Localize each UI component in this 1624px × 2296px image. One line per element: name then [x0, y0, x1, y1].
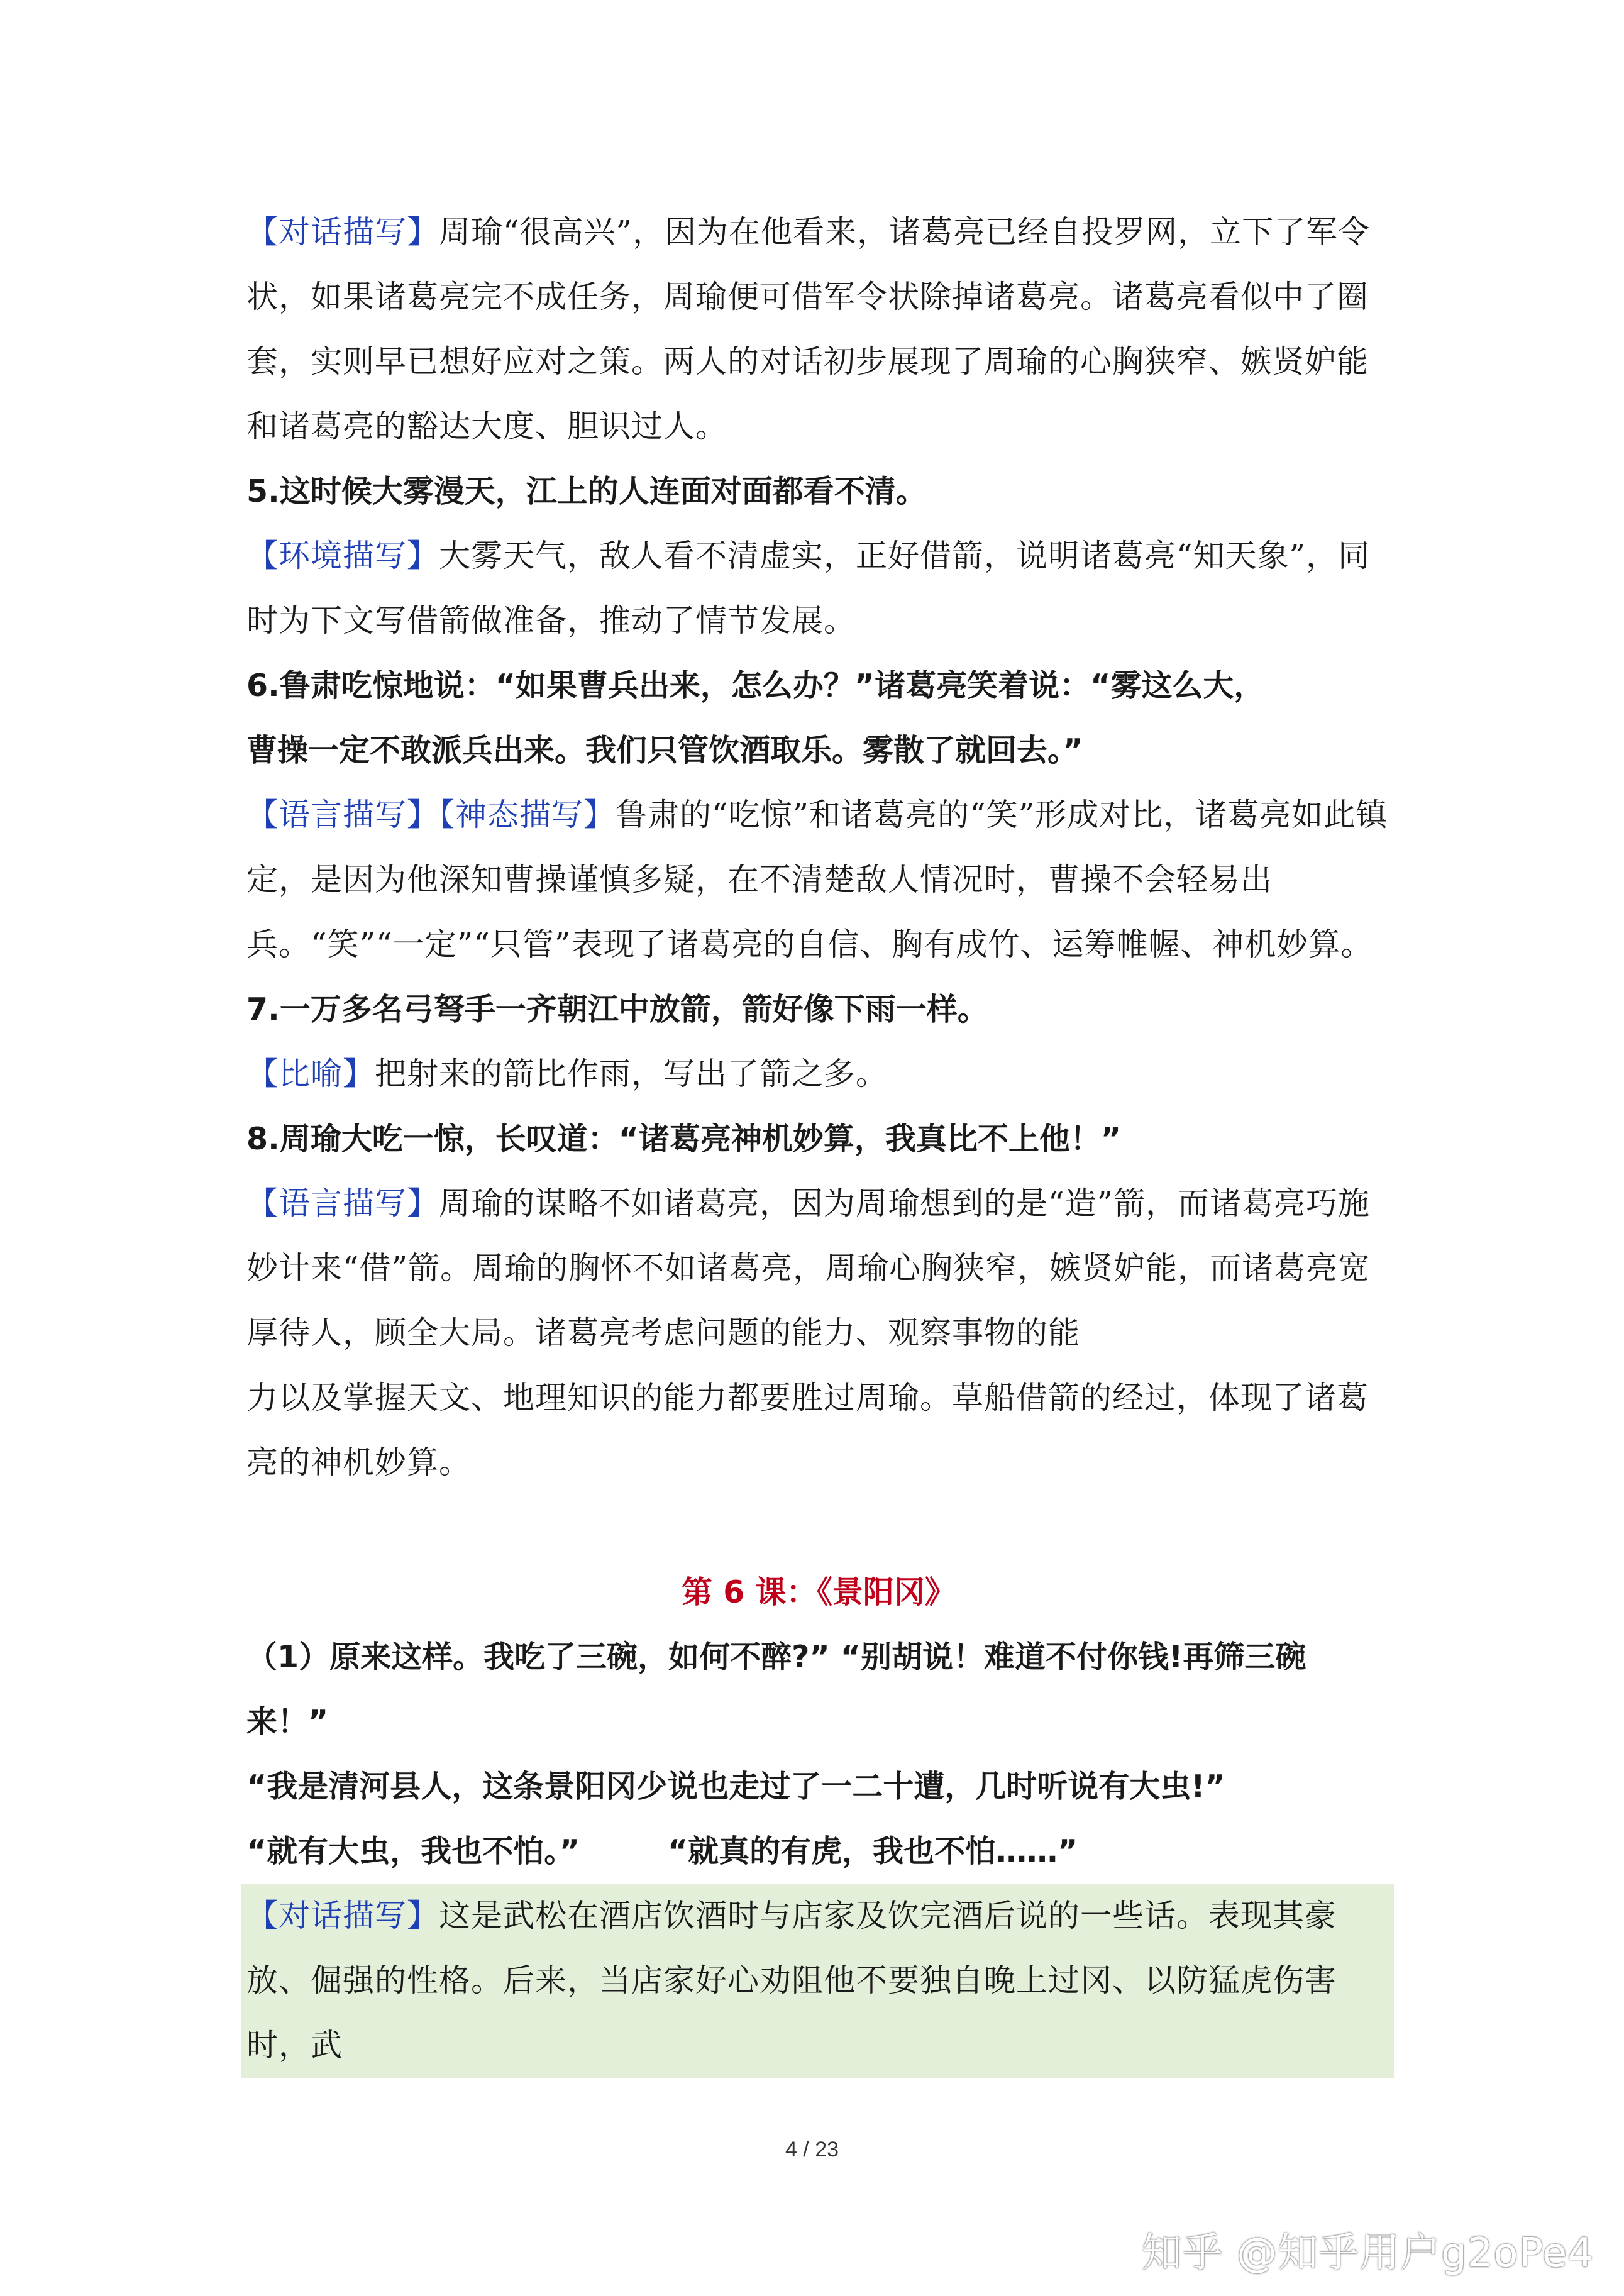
label-dialogue-description: 【对话描写】: [246, 1897, 439, 1934]
analysis-text: 大雾天气，敌人看不清虚实，正好借箭，说明诸葛亮“知天象”，同时为下文写借箭做准备，推动了情节发展。: [246, 538, 1371, 639]
lesson-quote-line-1: （1）原来这样。我吃了三碗，如何不醉?” “别胡说！难道不付你钱!再筛三碗: [246, 1639, 1306, 1675]
paragraph-analysis-2: [246, 524, 1391, 653]
quote-8: 8.周瑜大吃一惊，长叹道：“诸葛亮神机妙算，我真比不上他！”: [246, 1121, 1122, 1157]
analysis-text: 周瑜“很高兴”，因为在他看来，诸葛亮已经自投罗网，立下了军令状，如果诸葛亮完不成任务，周瑜便可借军令状除掉诸葛亮。诸葛亮看似中了圈套，实则早已想好应对之策。两人的对话初步展现了周瑜的心胸狭窄、嫉贤妒能和诸葛亮的豁达大度、胆识过人。: [246, 214, 1371, 444]
label-expression-description: 【神态描写】: [439, 797, 616, 833]
note-text: 这是武松在酒店饮酒时与店家及饮完酒后说的一些话。表现其豪放、倔强的性格。后来，当店家好心劝阻他不要独自晚上过冈、以防猛虎伤害时，武: [246, 1897, 1337, 2063]
analysis-text: 把射来的箭比作雨，写出了箭之多。: [375, 1056, 888, 1092]
page-number: 4 / 23: [785, 2138, 839, 2161]
quote-6-line-2: 曹操一定不敢派兵出来。我们只管饮酒取乐。雾散了就回去。”: [246, 732, 1083, 768]
paragraph-analysis-5: [246, 1171, 1391, 1366]
watermark: 知乎 @知乎用户g2oPe4: [1141, 2230, 1594, 2277]
document-body: [246, 200, 1391, 2078]
paragraph-analysis-1: [246, 200, 1391, 459]
analysis-text: 周瑜的谋略不如诸葛亮，因为周瑜想到的是“造”箭，而诸葛亮巧施妙计来“借”箭。周瑜的胸怀不如诸葛亮，周瑜心胸狭窄，嫉贤妒能，而诸葛亮宽厚待人，顾全大局。诸葛亮考虑问题的能力、观察事物的能: [246, 1185, 1371, 1351]
lesson-heading: 第 6 课：《景阳冈》: [682, 1574, 956, 1610]
label-dialogue-description: 【对话描写】: [246, 214, 439, 250]
label-metaphor: 【比喻】: [246, 1056, 375, 1092]
paragraph-analysis-3: [246, 783, 1391, 977]
label-language-description: 【语言描写】: [246, 1185, 439, 1222]
lesson-quote-line-4: [246, 1819, 1391, 1884]
analysis-text: 鲁肃的“吃惊”和诸葛亮的“笑”形成对比，诸葛亮如此镇定，是因为他深知曹操谨慎多疑，在不清楚敌人情况时，曹操不会轻易出兵。“笑”“一定”“只管”表现了诸葛亮的自信、胸有成竹、运筹帷幄、神机妙算。: [246, 797, 1388, 963]
paragraph-analysis-4: [246, 1042, 1391, 1107]
label-language-description: 【语言描写】: [246, 797, 439, 833]
quote-6-line-1: 6.鲁肃吃惊地说：“如果曹兵出来，怎么办？”诸葛亮笑着说：“雾这么大，: [246, 668, 1265, 704]
quote-5: 5.这时候大雾漫天，江上的人连面对面都看不清。: [246, 473, 927, 509]
lesson-quote-4a: “就有大虫，我也不怕。”: [246, 1833, 580, 1869]
lesson-quote-4b: “就真的有虎，我也不怕……”: [667, 1833, 1078, 1869]
quote-7: 7.一万多名弓弩手一齐朝江中放箭，箭好像下雨一样。: [246, 991, 988, 1027]
highlighted-note: [241, 1884, 1394, 2078]
highlighted-note-text: [246, 1884, 1394, 2078]
section-gap: [246, 1495, 1391, 1560]
label-environment-description: 【环境描写】: [246, 538, 439, 574]
paragraph-analysis-5-cont: 力以及掌握天文、地理知识的能力都要胜过周瑜。草船借箭的经过，体现了诸葛亮的神机妙算。: [246, 1379, 1369, 1481]
lesson-quote-line-3: “我是清河县人，这条景阳冈少说也走过了一二十遭，几时听说有大虫!”: [246, 1769, 1225, 1804]
lesson-quote-line-2: 来！”: [246, 1704, 329, 1740]
